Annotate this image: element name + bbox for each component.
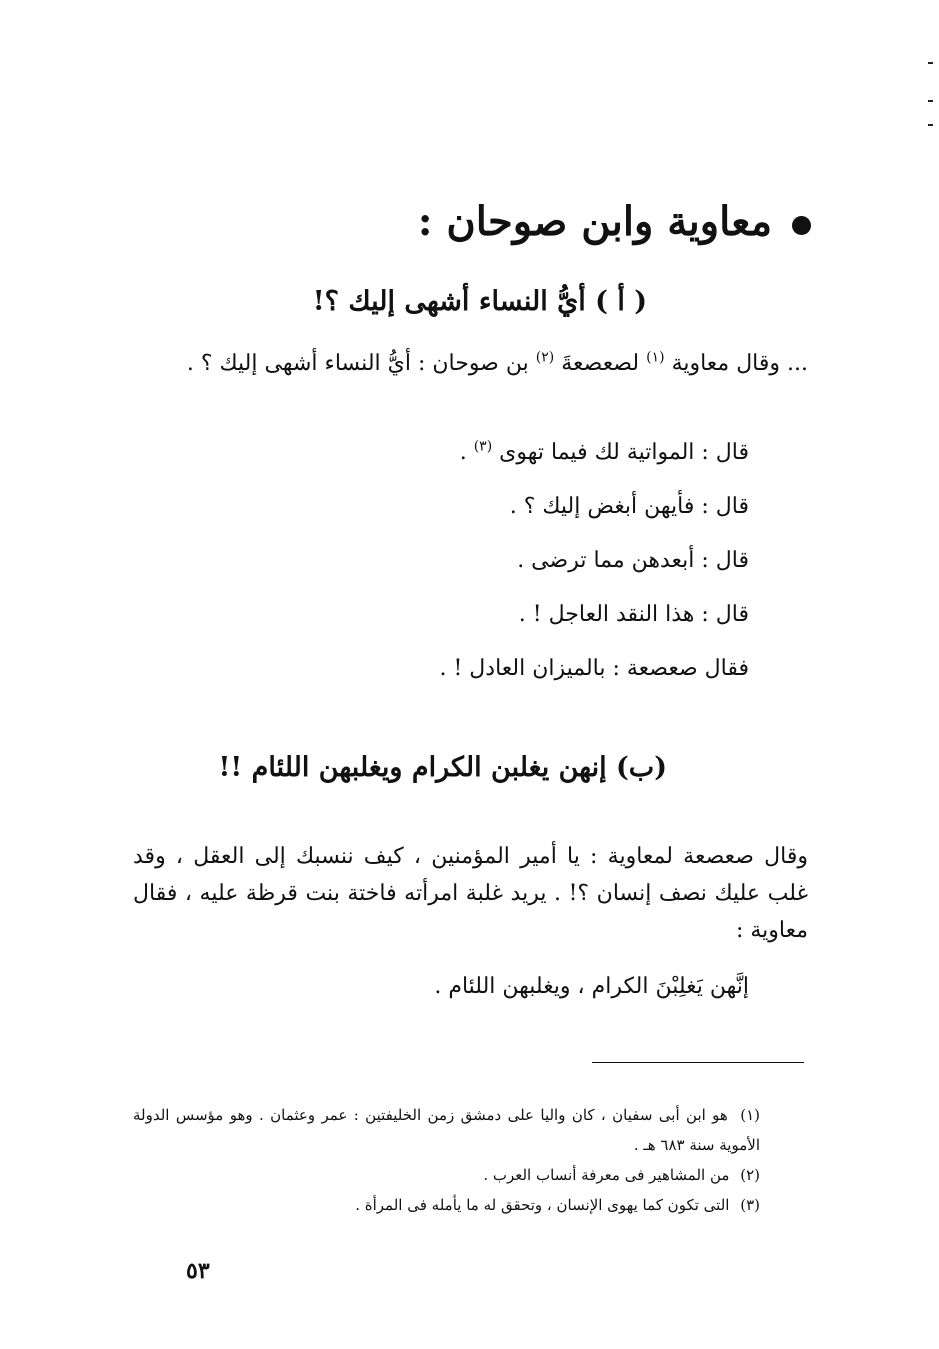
footnote-2 — [133, 1160, 808, 1190]
footnote-divider — [592, 1062, 804, 1063]
section-b-heading: (ب) إنهن يغلبن الكرام ويغلبهن اللئام !! — [218, 752, 667, 783]
dialog-line-1 — [460, 436, 749, 470]
section-b-quote: إنَّهن يَغلِبْنَ الكرام ، ويغلبهن اللئام . — [434, 974, 749, 999]
section-a-heading: ( أ ) أيُّ النساء أشهى إليك ؟! — [312, 286, 647, 317]
dialog-line-1-end: . — [459, 440, 467, 465]
page-title-text: معاوية وابن صوحان : — [417, 198, 772, 245]
footnote-ref-2: (٢) — [535, 349, 555, 366]
footnote-3-text: التى تكون كما يهوى الإنسان ، وتحقق له ما يأمله فى المرأة . — [355, 1196, 730, 1214]
footnote-1-text: هو ابن أبى سفيان ، كان واليا على دمشق زمن الخليفتين : عمر وعثمان . وهو مؤسس الدولة الأموية سنة ٦٨٣ هـ . — [133, 1106, 760, 1154]
dialog-line-4: قال : هذا النقد العاجل ! . — [518, 602, 749, 627]
bullet-icon — [792, 216, 811, 235]
dialog-line-2: قال : فأيهن أبغض إليك ؟ . — [509, 494, 749, 519]
dialog-line-3: قال : أبعدهن مما ترضى . — [517, 548, 749, 573]
section-a-intro — [133, 345, 808, 382]
section-b-paragraph: وقال صعصعة لمعاوية : يا أمير المؤمنين ، كيف ننسبك إلى العقل ، وقد غلب عليك نصف إنسان ؟! . يريد غلبة امرأته فاختة بنت قرظة عليه ، فقال معاوية : — [133, 844, 808, 943]
dialog-line-5: فقال صعصعة : بالميزان العادل ! . — [439, 656, 749, 681]
footnote-2-number: (٢) — [740, 1166, 760, 1184]
intro-text-mid: لصعصعةَ — [561, 351, 640, 376]
dialog-line-1-text: قال : المواتية لك فيما تهوى — [499, 440, 749, 465]
footnote-1-number: (١) — [740, 1106, 760, 1124]
footnote-2-text: من المشاهير فى معرفة أنساب العرب . — [483, 1166, 730, 1184]
footnote-ref-3: (٣) — [473, 438, 493, 455]
page-title — [291, 192, 811, 252]
footnote-3-number: (٣) — [740, 1196, 760, 1214]
footnote-ref-1: (١) — [646, 349, 665, 366]
footnote-1 — [133, 1100, 808, 1160]
scan-mark — [928, 124, 933, 126]
scan-mark — [928, 100, 933, 102]
page-number: ٥٣ — [186, 1258, 210, 1284]
intro-text-start: ... وقال معاوية — [671, 351, 808, 376]
footnote-3 — [133, 1190, 808, 1220]
scan-mark — [928, 62, 933, 64]
intro-text-end: بن صوحان : أيُّ النساء أشهى إليك ؟ . — [186, 351, 529, 376]
footnotes — [133, 1100, 808, 1220]
